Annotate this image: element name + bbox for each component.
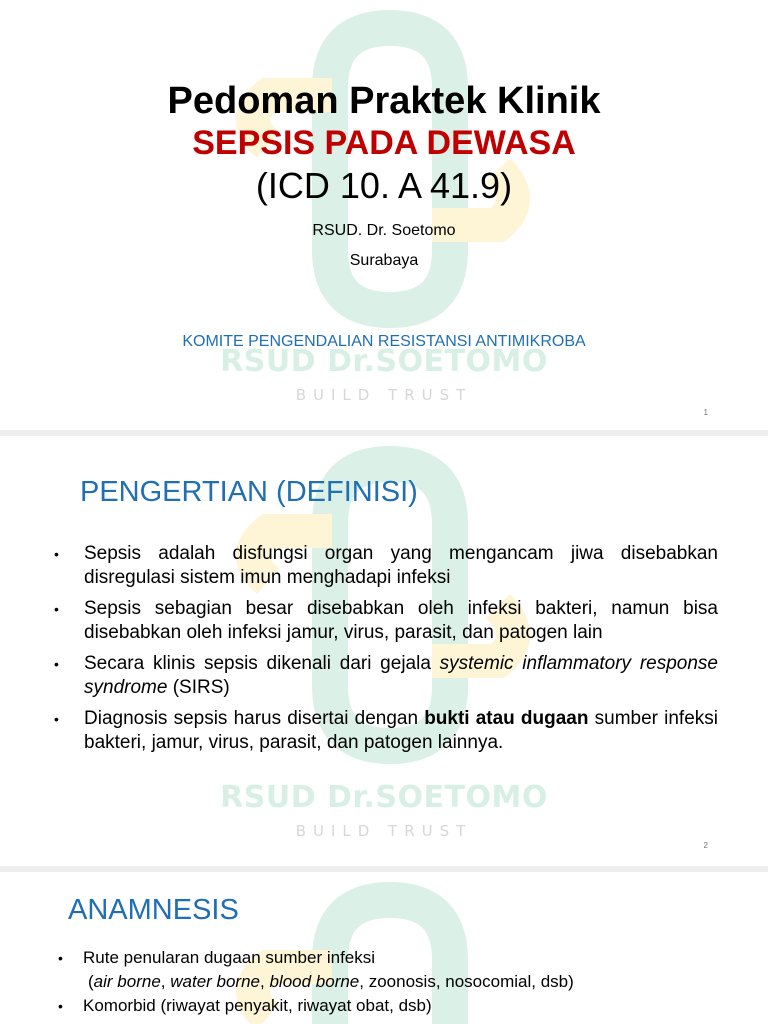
anamnesis-list xyxy=(58,946,698,1018)
section-heading: ANAMNESIS xyxy=(68,894,239,926)
committee-name: KOMITE PENGENDALIAN RESISTANSI ANTIMIKROBA xyxy=(182,333,586,350)
bullet-icon: • xyxy=(58,950,63,966)
route-water-borne: water borne xyxy=(170,972,261,991)
bullet-icon: • xyxy=(54,711,59,727)
list-item-italic-term: systemic inflammatory response syndrome xyxy=(84,653,718,698)
route-blood-borne: blood borne xyxy=(269,972,360,991)
page-number: 1 xyxy=(703,408,708,417)
bullet-icon: • xyxy=(58,998,63,1014)
list-item xyxy=(54,707,718,755)
list-item xyxy=(54,652,718,700)
list-item-bold-term: bukti atau dugaan xyxy=(424,708,589,729)
page-number: 2 xyxy=(703,841,708,850)
routes-rest: , zoonosis, nosocomial, dsb) xyxy=(359,972,574,991)
watermark-tagline: BUILD TRUST xyxy=(295,822,473,840)
list-item xyxy=(58,994,698,1018)
slide-title: Pedoman Praktek Klinik xyxy=(167,80,601,122)
list-item-text: Secara klinis sepsis dikenali dari gejala xyxy=(84,653,440,674)
watermark-hospital-name: RSUD Dr.SOETOMO xyxy=(220,344,548,379)
separator: , xyxy=(260,972,270,991)
watermark-hospital-name: RSUD Dr.SOETOMO xyxy=(220,780,548,815)
list-item xyxy=(58,946,698,994)
slide-1 xyxy=(0,0,768,430)
list-item-text: Diagnosis sepsis harus disertai dengan xyxy=(84,708,425,729)
list-item-text: Komorbid (riwayat penyakit, riwayat obat, dsb) xyxy=(83,996,432,1015)
list-item xyxy=(54,597,718,645)
slide-subtitle: SEPSIS PADA DEWASA xyxy=(192,124,576,162)
slide-2 xyxy=(0,436,768,866)
paren-open: ( xyxy=(88,972,94,991)
slide-3 xyxy=(0,872,768,1024)
list-item-text: Rute penularan dugaan sumber infeksi xyxy=(83,948,376,967)
institution-name: RSUD. Dr. Soetomo xyxy=(312,222,456,239)
list-item xyxy=(54,542,718,590)
list-item-continuation xyxy=(83,972,574,991)
watermark-tagline: BUILD TRUST xyxy=(295,386,473,404)
list-item-text-end: sumber infeksi bakteri, jamur, virus, parasit, dan patogen lainnya. xyxy=(84,708,718,753)
list-item-text: Sepsis adalah disfungsi organ yang mengancam jiwa disebabkan disregulasi sistem imun menghadapi infeksi xyxy=(84,543,718,588)
route-air-borne: air borne xyxy=(93,972,161,991)
definition-list xyxy=(54,542,718,762)
city-name: Surabaya xyxy=(349,252,419,269)
section-heading: PENGERTIAN (DEFINISI) xyxy=(80,476,418,508)
bullet-icon: • xyxy=(54,546,59,562)
bullet-icon: • xyxy=(54,601,59,617)
list-item-text-end: (SIRS) xyxy=(167,677,230,698)
bullet-icon: • xyxy=(54,656,59,672)
icd-code: (ICD 10. A 41.9) xyxy=(255,165,513,206)
list-item-text: Sepsis sebagian besar disebabkan oleh infeksi bakteri, namun bisa disebabkan oleh infeksi jamur, virus, parasit, dan patogen lain xyxy=(84,598,718,643)
separator: , xyxy=(160,972,171,991)
